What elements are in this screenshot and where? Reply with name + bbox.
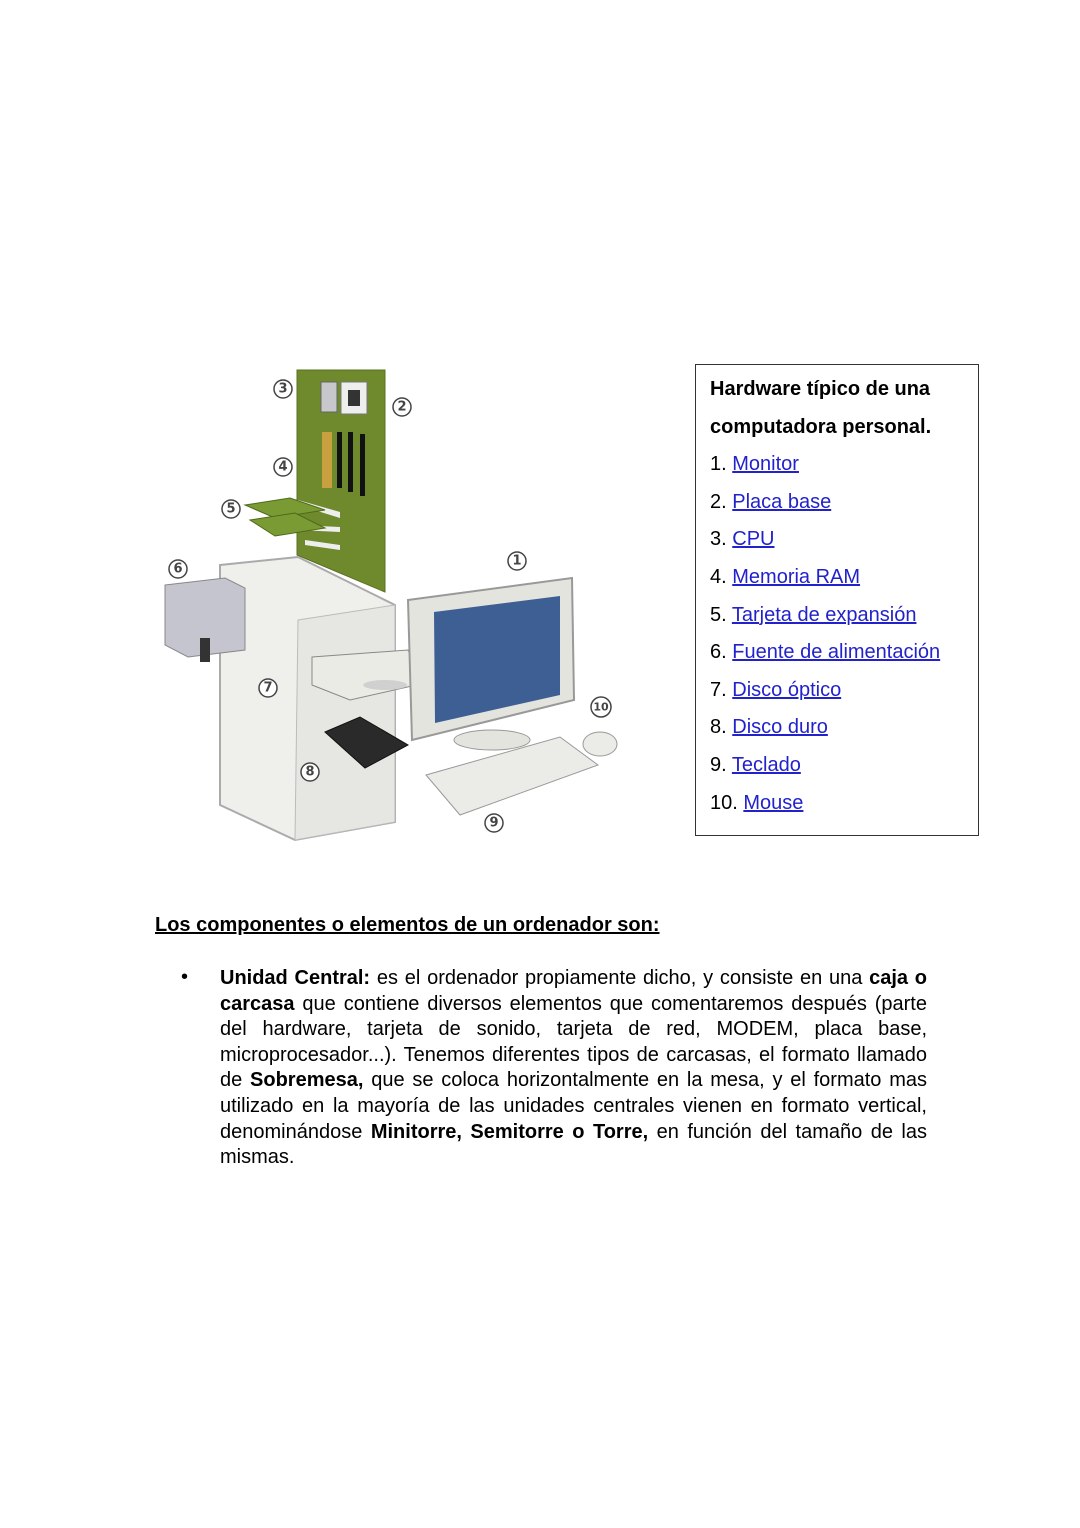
paragraph-text: en función del tamaño de las mismas. <box>220 1120 928 1169</box>
legend-item-number: 1. <box>710 453 727 476</box>
bold-term: caja o carcasa <box>220 967 927 1015</box>
legend-item <box>710 521 978 559</box>
callout-8 <box>301 763 319 781</box>
legend-item <box>710 634 978 672</box>
callout-10 <box>591 697 611 717</box>
callout-5 <box>222 500 240 518</box>
legend-item-link[interactable]: Disco duro <box>732 716 828 739</box>
legend-item-link[interactable]: Tarjeta de expansión <box>731 603 917 626</box>
callout-4 <box>274 458 292 476</box>
paragraph-text: que se coloca horizontalmente en la mesa, y el formato mas utilizado en la mayoría de las unidades centrales vienen en formato vertical, denominándose <box>220 1069 927 1143</box>
callout-9 <box>485 814 503 832</box>
svg-text:3: 3 <box>278 381 288 397</box>
legend-item-link[interactable]: Memoria RAM <box>732 565 861 588</box>
legend-item-number: 8. <box>710 716 727 739</box>
section-heading: Los componentes o elementos de un ordenador son: <box>155 914 660 936</box>
legend-item <box>710 747 978 785</box>
legend-item <box>710 559 978 597</box>
bold-term: Minitorre, Semitorre o Torre, <box>370 1120 649 1143</box>
svg-text:5: 5 <box>226 501 236 517</box>
legend-item-number: 4. <box>710 565 727 588</box>
bold-term: Sobremesa, <box>250 1069 364 1092</box>
legend-item-link[interactable]: Disco óptico <box>732 678 842 701</box>
legend-item <box>710 709 978 747</box>
legend-item-link[interactable]: Mouse <box>743 791 804 814</box>
legend-item-number: 7. <box>710 678 727 701</box>
mouse-shape <box>583 732 617 756</box>
unidad-central-paragraph <box>220 966 927 1171</box>
svg-text:6: 6 <box>173 561 183 577</box>
svg-text:2: 2 <box>397 399 407 415</box>
paragraph-text: que contiene diversos elementos que comentaremos después (parte del hardware, tarjeta de sonido, tarjeta de red, MODEM, placa base, microprocesador...). Tenemos diferentes tipos de carcasas, el formato llamado de <box>220 992 927 1092</box>
legend-item <box>710 484 978 522</box>
svg-text:10: 10 <box>593 700 609 714</box>
callout-7 <box>259 679 277 697</box>
legend-item <box>710 785 978 823</box>
legend-item-link[interactable]: Monitor <box>732 453 799 476</box>
legend-item <box>710 446 978 484</box>
svg-text:7: 7 <box>263 680 273 696</box>
svg-text:4: 4 <box>278 459 288 475</box>
hardware-legend-box <box>695 364 979 836</box>
callout-3 <box>274 380 292 398</box>
svg-text:1: 1 <box>512 553 522 569</box>
legend-item-link[interactable]: CPU <box>732 528 775 551</box>
computer-hardware-illustration <box>150 360 630 850</box>
legend-item-link[interactable]: Teclado <box>731 753 801 776</box>
svg-text:8: 8 <box>305 764 315 780</box>
legend-item-number: 2. <box>710 490 727 513</box>
legend-item-link[interactable]: Fuente de alimentación <box>732 641 941 664</box>
legend-item-number: 3. <box>710 528 727 551</box>
callout-2 <box>393 398 411 416</box>
legend-item-number: 5. <box>710 603 727 626</box>
legend-item-number: 10. <box>710 791 738 814</box>
legend-item-link[interactable]: Placa base <box>732 490 832 513</box>
legend-item-number: 6. <box>710 641 727 664</box>
bullet-marker: • <box>181 966 189 988</box>
svg-text:9: 9 <box>489 815 499 831</box>
legend-item <box>710 672 978 710</box>
legend-item-number: 9. <box>710 753 727 776</box>
callout-6 <box>169 560 187 578</box>
callout-1 <box>508 552 526 570</box>
paragraph-text: es el ordenador propiamente dicho, y consiste en una <box>370 967 870 989</box>
legend-title-line1: Hardware típico de una <box>710 378 931 400</box>
legend-item <box>710 597 978 635</box>
bold-term: Unidad Central: <box>220 967 371 989</box>
legend-title-line2: computadora personal. <box>710 415 932 438</box>
